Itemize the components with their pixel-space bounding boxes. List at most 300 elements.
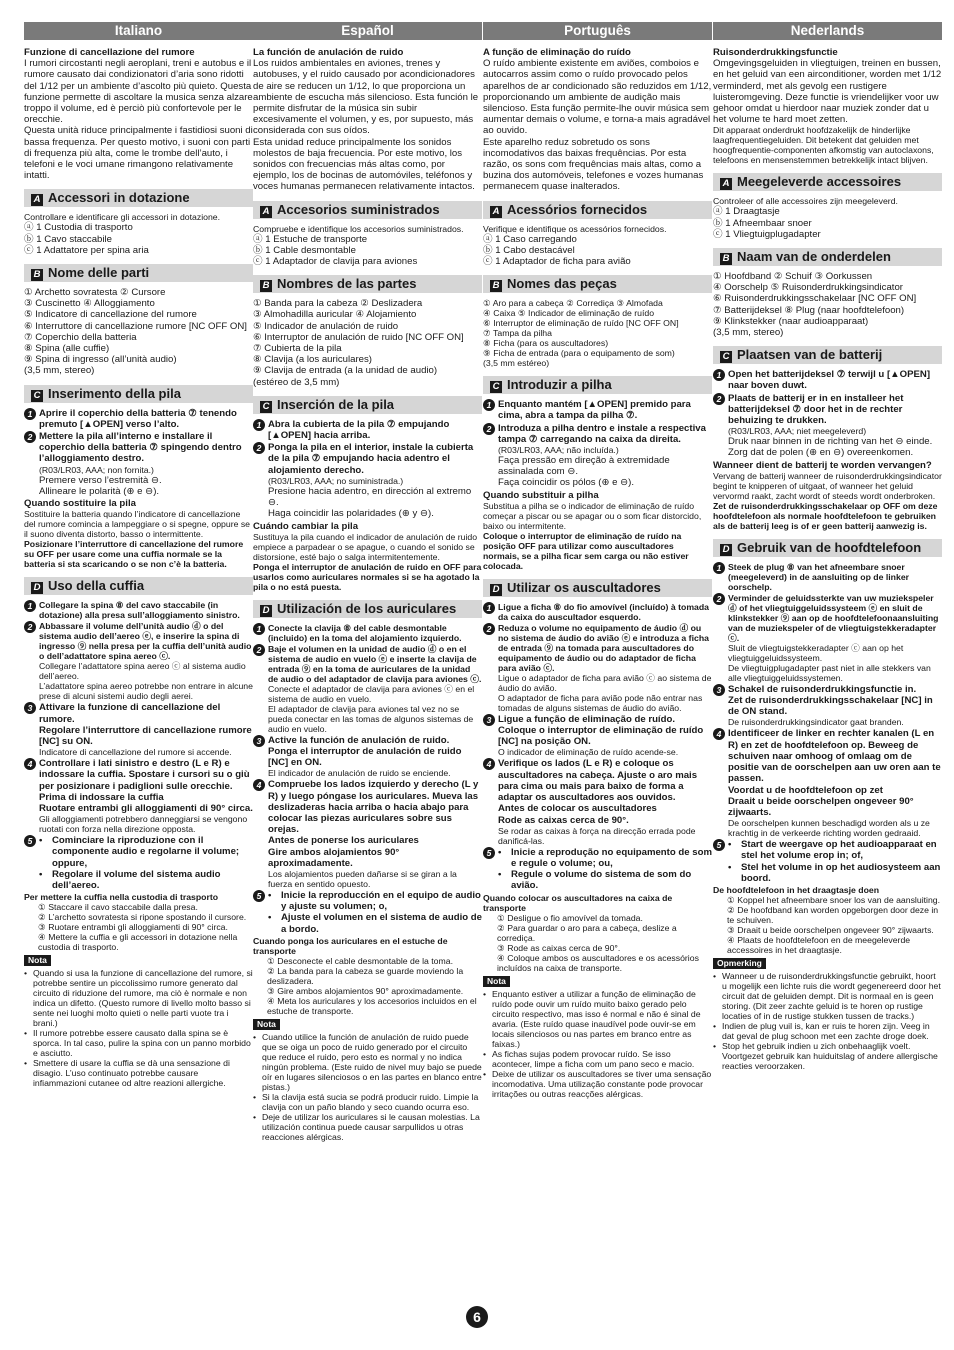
section-letter-d-icon: D xyxy=(490,584,502,596)
battery-step-1 xyxy=(24,408,253,430)
section-letter-a-icon: A xyxy=(31,194,43,206)
usage-step-4-text: Verifique os lados (L e R) e coloque os auscultadores na cabeça. Ajuste o aro mais para cima ou mais para baixo de forma a adaptar os auscultadores aos ouvidos. xyxy=(498,758,698,804)
nr-text-2: Este aparelho reduz sobretudo os sons incomodativos das baixas frequências. Por esta razão, os sons com frequências mais altas, como a buzina dos automóveis, telefones e vozes humanas permanecem quase inalterados. xyxy=(483,136,704,193)
accessory-item: ⓐ 1 Custodia di trasporto xyxy=(24,222,133,234)
section-accessories xyxy=(483,201,712,219)
step-1-icon: 1 xyxy=(713,369,725,381)
section-letter-a-icon: A xyxy=(720,178,732,190)
storage-step: ③ Draait u beide oorschelpen ongeveer 90° zijwaarts. xyxy=(727,924,934,935)
note-text: Deje de utilizar los auriculares si le causan molestias. La utilización continua puede causar sarpullidos u otras reacciones alérgicas. xyxy=(262,1111,480,1142)
part-item: ⑨ Spina di ingresso (all’unità audio) xyxy=(24,354,177,366)
part-item: ⑦ Batterijdeksel ⑧ Plug (naar hoofdtelefoon) xyxy=(713,304,905,316)
note-text: Indien de plug vuil is, kan er ruis te horen zijn. Veeg in dat geval de plug schoon met een zachte droge doek. xyxy=(722,1020,930,1041)
battery-press: Druk naar binnen in de richting van het ⊖ einde. xyxy=(728,436,933,448)
step-1-icon: 1 xyxy=(713,562,725,574)
note-item xyxy=(24,1028,253,1058)
bullet-icon: • xyxy=(498,846,502,858)
usage-step-2 xyxy=(253,644,482,734)
usage-step-4-d: De oorschelpen kunnen beschadigd worden als u ze krachtig in de verkeerde richting worden gedraaid. xyxy=(728,818,930,839)
usage-step-3 xyxy=(24,702,253,757)
part-item: ⑨ Clavija de entrada (a la unidad de audio) xyxy=(253,365,438,377)
section-accessories xyxy=(24,189,253,207)
accessory-item: ⓒ 1 Vliegtuigplugadapter xyxy=(713,228,821,240)
battery-step-1-text: Aprire il coperchio della batteria ⑦ tenendo premuto [▲OPEN] verso l’alto. xyxy=(39,407,237,430)
usage-step-4-b: Voordat u de hoofdtelefoon op zet xyxy=(728,784,883,796)
section-letter-a-icon: A xyxy=(490,206,502,218)
section-parts xyxy=(24,264,253,282)
part-item: ③ Cuscinetto ④ Alloggiamento xyxy=(24,298,155,310)
notes-list xyxy=(253,1032,482,1142)
section-accessories xyxy=(253,201,482,219)
battery-step-1 xyxy=(483,399,712,421)
usage-step-5-body xyxy=(268,890,482,935)
accessory-item: ⓒ 1 Adaptador de ficha para avião xyxy=(483,256,631,268)
storage-step: ③ Rode as caixas cerca de 90°. xyxy=(497,942,621,953)
usage-step-4-text: Controllare i lati sinistro e destro (L e R) e indossare la cuffia. Spostare i cursori su o giù per posizionare i padiglioni sulle orecchie. xyxy=(39,758,250,792)
note-item xyxy=(253,1032,482,1092)
accessory-item: ⓑ 1 Cable desmontable xyxy=(253,244,356,256)
battery-step-1-body xyxy=(498,399,712,421)
step-4-icon: 4 xyxy=(24,758,36,770)
note-label: Nota xyxy=(483,976,510,987)
usage-step-1-body xyxy=(39,600,253,620)
battery-off-note: Posizionare l’interruttore di cancellazione del rumore su OFF per usare come una cuffia normale se la batteria si sta scaricando o se non c’è la batteria. xyxy=(24,539,244,570)
usage-step-4-text: Identificeer de linker en rechter kanalen (L en R) en zet de hoofdtelefoon op. Beweeg de schuiven naar omhoog of omlaag om de positie van de oorschelpen aan uw oren aan te passen. xyxy=(728,728,941,785)
usage-step-1 xyxy=(24,600,253,620)
nr-title: Ruisonderdrukkingsfunctie xyxy=(713,47,838,58)
usage-step-2 xyxy=(24,621,253,701)
section-battery-title: Plaatsen van de batterij xyxy=(737,347,883,363)
note-text: Cuando utilice la función de anulación de ruido puede que se oiga un poco de ruido generado por el circuito que reduce el ruido, pero esto es normal y no indica ningún problema. (Este ruido de nivel muy bajo se puede oír en lugares silenciosos o en las partes en blanco entre pistas.) xyxy=(262,1031,482,1092)
part-item: ④ Oorschelp ⑤ Ruisonderdrukkingsindicator xyxy=(713,282,903,294)
step-2-icon: 2 xyxy=(253,644,265,656)
section-battery-title: Introduzir a pilha xyxy=(507,377,612,393)
usage-step-2-text: Verminder de geluidssterkte van uw muziekspeler ⓓ of het vliegtuiggeluidssysteem ⓔ en sluit de klinkstekker ⑨ aan op de hoofdtelefoonaansluiting van de muziekspeler of de vliegtuigstekkeradapter ⓒ. xyxy=(728,592,939,643)
note-item xyxy=(253,1092,482,1112)
battery-replace-title: Cuándo cambiar la pila xyxy=(253,520,359,532)
usage-step-4-body xyxy=(268,779,482,889)
nr-text: O ruído ambiente existente em aviões, comboios e autocarros assim como o ruído provocado pelos aparelhos de ar condicionado são reduzidos em 1/12, proporcionando um ambiente de audição mais silencioso. Esta função permite-lhe ouvir música sem aumentar demais o volume, e torna-a mais agradável ao ouvido. xyxy=(483,58,712,137)
part-item: ⑦ Coperchio della batteria xyxy=(24,331,137,343)
accessory-item: ⓐ 1 Draagtasje xyxy=(713,206,780,218)
bullet-icon: • xyxy=(39,835,43,847)
battery-replace-text: Sostituire la batteria quando l’indicatore di cancellazione del rumore comincia a lampeggiare o si spegne, oppure se il suono diventa distorto, basso o intermittente. xyxy=(24,509,251,540)
bullet-icon: • xyxy=(268,889,272,901)
bullet-icon: • xyxy=(39,868,43,880)
section-usage xyxy=(24,577,253,595)
step-2-icon: 2 xyxy=(483,423,495,435)
usage-step-2-body xyxy=(39,621,253,701)
storage-step: ② L’archetto sovratesta si ripone spostando il cursore. xyxy=(38,912,247,923)
column-portugues xyxy=(483,22,712,1099)
storage-step: ① Desligue o fio amovível da tomada. xyxy=(497,912,643,923)
section-letter-d-icon: D xyxy=(720,544,732,556)
storage-step: ① Staccare il cavo staccabile dalla presa. xyxy=(38,902,198,913)
usage-step-5-b xyxy=(268,912,482,934)
usage-step-5-a xyxy=(268,890,482,912)
note-label: Opmerking xyxy=(713,958,766,969)
bullet-icon: • xyxy=(728,861,732,873)
page-number: 6 xyxy=(466,1306,488,1328)
note-item xyxy=(24,1058,253,1088)
usage-step-1 xyxy=(253,623,482,643)
section-letter-c-icon: C xyxy=(31,390,43,402)
storage-title: Quando colocar os auscultadores na caixa de transporte xyxy=(483,892,673,913)
usage-step-4 xyxy=(713,728,942,838)
nr-text-2: Esta unidad reduce principalmente los sonidos molestos de baja frecuencia. Por este motivo, los sonidos con frecuencias más altas como, por ejemplo, los de bocinas de automóviles, teléfonos y voces humanas permanecen relativamente intactos. xyxy=(253,136,475,193)
accessories-intro: Verifique e identifique os acessórios fornecidos. xyxy=(483,223,667,234)
usage-step-4 xyxy=(483,758,712,845)
note-text: Enquanto estiver a utilizar a função de eliminação de ruído pode ouvir um ruído muito baixo gerado pelo circuito respectivo, mas isso é normal e não é sinal de avaria. (Este ruído quase inaudível pode ouvir-se em locais silenciosos ou nas partes em branco entre as faixas.) xyxy=(492,988,701,1049)
usage-step-3-b: Ponga el interruptor de anulación de ruido [NC] en ON. xyxy=(268,745,462,769)
section-usage-title: Gebruik van de hoofdtelefoon xyxy=(737,539,922,555)
nr-text: I rumori circostanti negli aeroplani, treni e autobus e il rumore causato dai condizionatori d’aria sono ridotti del 1/12 per un ambiente d’ascolto più quieto. Questa funzione permette di ascoltare la musica senza alzare troppo il volume, ed è perciò più confortevole per le orecchie. xyxy=(24,58,253,126)
battery-step-1 xyxy=(713,369,942,391)
storage-step: ④ Plaats de hoofdtelefoon en de meegeleverde accessoires in het draagtasje. xyxy=(727,934,911,955)
usage-step-4-c: Ruotare entrambi gli alloggiamenti di 90° circa. xyxy=(39,802,253,814)
language-header: Italiano xyxy=(24,22,253,40)
usage-step-3-c: El indicador de anulación de ruido se enciende. xyxy=(268,768,451,779)
bullet-icon: • xyxy=(483,988,487,999)
part-item: ⑨ Klinkstekker (naar audioapparaat) xyxy=(713,315,869,327)
section-parts xyxy=(713,248,942,266)
part-item: ⑥ Interruptor de eliminação de ruído [NC OFF ON] xyxy=(483,318,679,329)
usage-step-4-body xyxy=(498,758,712,845)
battery-step-2-body xyxy=(268,442,482,519)
battery-off-note: Ponga el interruptor de anulación de ruido en OFF para usarlos como auriculares normales si se ha agotado la pila o no está puesta. xyxy=(253,561,482,592)
usage-step-5 xyxy=(24,835,253,891)
battery-step-1-text: Abra la cubierta de la pila ⑦ empujando [▲OPEN] hacia arriba. xyxy=(268,418,450,442)
battery-step-1-text: Enquanto mantém [▲OPEN] premido para cima, abra a tampa da pilha ⑦. xyxy=(498,399,691,422)
part-item: ① Banda para la cabeza ② Deslizadera xyxy=(253,298,423,310)
battery-step-1-text: Open het batterijdeksel ⑦ terwijl u [▲OPEN] naar boven duwt. xyxy=(728,369,931,392)
battery-type: (R03/LR03, AAA; niet meegeleverd) xyxy=(728,426,867,437)
bullet-icon: • xyxy=(253,1031,257,1042)
battery-step-2-text: Introduza a pilha dentro e instale a respectiva tampa ⑦ carregando na caixa da direita. xyxy=(498,422,706,445)
note-text: Deixe de utilizar os auscultadores se tiver uma sensação incomodativa. Uma utilização constante pode provocar irritações ou outras reacções alérgicas. xyxy=(492,1068,712,1099)
usage-step-2-text: Abbassare il volume dell’unità audio ⓓ o del sistema audio dell’aereo ⓔ, e inserire la spina di ingresso ⑨ nella presa per la cuffia dell’unità audio o dell’adattatore spina aereo ⓒ. xyxy=(39,621,252,662)
part-item: ⑦ Tampa da pilha xyxy=(483,328,552,339)
step-1-icon: 1 xyxy=(24,600,36,612)
section-accessories xyxy=(713,173,942,191)
part-item: ⑥ Interruptor de anulación de ruido [NC OFF ON] xyxy=(253,331,464,343)
note-item xyxy=(483,989,712,1049)
battery-step-2-body xyxy=(728,393,942,459)
usage-step-1 xyxy=(483,602,712,622)
usage-step-2-text: Reduza o volume no equipamento de áudio ⓓ ou no sistema de áudio do avião ⓔ e introduza a ficha de entrada ⑨ na tomada para auscultadores do equipamento de áudio ou do adaptador de ficha para avião ⓒ. xyxy=(498,622,709,673)
accessory-item: ⓑ 1 Cavo staccabile xyxy=(24,233,112,245)
usage-step-1-text: Steek de plug ⑧ van het afneembare snoer (meegeleverd) in de aansluiting op de linker oorschelp. xyxy=(728,561,910,592)
battery-replace-title: Wanneer dient de batterij te worden vervangen? xyxy=(713,459,932,471)
storage-title: De hoofdtelefoon in het draagtasje doen xyxy=(713,884,880,895)
usage-step-3-body xyxy=(728,684,942,728)
usage-step-5-body xyxy=(39,835,253,891)
usage-step-4-text: Compruebe los lados izquierdo y derecho (L y R) y luego póngase los auriculares. Mueva las deslizaderas hacia arriba o hacia abajo para colocar las piezas auriculares sobre sus orejas. xyxy=(268,779,479,836)
storage-step: ② De hoofdband kan worden opgeborgen door deze in te schuiven. xyxy=(727,904,939,925)
usage-step-2-body xyxy=(498,623,712,713)
section-accessories-title: Meegeleverde accessoires xyxy=(737,174,902,190)
part-item: ③ Almohadilla auricular ④ Alojamiento xyxy=(253,309,417,321)
storage-step: ④ Coloque ambos os auscultadores e os acessórios incluídos na caixa de transporte. xyxy=(497,952,699,973)
language-header: Português xyxy=(483,22,712,40)
part-item: (estéreo de 3,5 mm) xyxy=(253,376,340,388)
usage-step-5-a-text: Inicie la reproducción en el equipo de audio y ajuste su volumen; o, xyxy=(281,889,481,913)
nr-text-2: Questa unità riduce principalmente i fastidiosi suoni di bassa frequenza. Per questo motivo, i suoni con parti di frequenza più alta, come le trombe dell’auto, i telefoni e le voci umane rimangono relativamente intatti. xyxy=(24,125,253,182)
battery-step-2-text: Plaats de batterij er in en installeer het batterijdeksel ⑦ door het in de rechter behuizing te drukken. xyxy=(728,392,904,427)
bullet-icon: • xyxy=(713,970,717,981)
note-label: Nota xyxy=(24,955,51,966)
note-text: Si la clavija está sucia se podrá producir ruido. Limpie la clavija con un paño blando y seco cuando ocurra eso. xyxy=(262,1091,479,1112)
battery-step-2 xyxy=(713,393,942,459)
language-header: Español xyxy=(253,22,482,40)
note-item xyxy=(483,1069,712,1099)
accessories-intro: Compruebe e identifique los accesorios suministrados. xyxy=(253,223,464,234)
storage-step: ④ Meta los auriculares y los accesorios incluidos en el estuche de transporte. xyxy=(267,995,477,1016)
usage-step-3-c: Indicatore di cancellazione del rumore si accende. xyxy=(39,747,232,758)
battery-polarity: Faça coincidir os pólos (⊕ e ⊖). xyxy=(498,477,635,489)
usage-step-4-d: Se rodar as caixas à força na direcção errada pode danificá-las. xyxy=(498,825,696,846)
bullet-icon: • xyxy=(253,1091,257,1102)
section-battery-title: Inserimento della pila xyxy=(48,385,181,401)
section-parts-title: Naam van de onderdelen xyxy=(737,249,891,265)
section-letter-b-icon: B xyxy=(720,253,732,265)
battery-polarity: Zorg dat de polen (⊕ en ⊖) overeenkomen. xyxy=(728,447,914,459)
accessory-item: ⓐ 1 Caso carregando xyxy=(483,233,577,245)
accessory-item: ⓑ 1 Cabo destacável xyxy=(483,244,575,256)
step-4-icon: 4 xyxy=(253,779,265,791)
storage-step: ③ Gire ambos alojamientos 90° aproximadamente. xyxy=(267,985,464,996)
section-battery xyxy=(253,396,482,414)
note-item xyxy=(483,1049,712,1069)
part-item: ⑤ Indicatore di cancellazione del rumore xyxy=(24,309,197,321)
note-label: Nota xyxy=(253,1019,280,1030)
usage-step-5-a-text: Inicie a reprodução no equipamento de som e regule o volume; ou, xyxy=(511,846,712,869)
usage-step-1-body xyxy=(498,602,712,622)
usage-step-2-a: Collegare l’adattatore spina aereo ⓒ al sistema audio dell’aereo. xyxy=(39,661,246,682)
note-text: Stop het gebruik indien u zich onbehaaglijk voelt. Voortgezet gebruik kan huiduitslag of andere allergische reacties veroorzaken. xyxy=(722,1040,938,1071)
usage-step-4-c: Gire ambos alojamientos 90° aproximadamente. xyxy=(268,846,400,869)
usage-step-5-b xyxy=(498,869,712,891)
accessories-intro: Controllare e identificare gli accessori in dotazione. xyxy=(24,212,221,223)
step-5-icon: 5 xyxy=(713,839,725,851)
section-parts-title: Nombres de las partes xyxy=(277,276,417,292)
nr-text: Los ruidos ambientales en aviones, trenes y autobuses, y el ruido causado por acondicionadores de aire se reducen un 1/12, lo que proporciona un ambiente de escucha más silencioso. Esta función le permite disfrutar de la música sin subir excesivamente el volumen, y es, por supuesto, más considerada con sus oídos. xyxy=(253,58,479,137)
note-item xyxy=(713,971,942,1021)
step-2-icon: 2 xyxy=(713,393,725,405)
usage-step-3-b: Regolare l’interruttore di cancellazione rumore [NC] su ON. xyxy=(39,724,252,747)
battery-replace-text: Vervang de batterij wanneer de ruisonderdrukkingsindicator begint te knipperen of uitgaat, of wanneer het geluid vervormd raakt, zacht wordt of steeds wordt onderbroken. xyxy=(713,470,942,501)
usage-step-1-body xyxy=(728,562,942,592)
battery-press: Faça pressão em direção à extremidade assinalada com ⊖. xyxy=(498,455,670,478)
battery-replace-text: Substitua a pilha se o indicador de eliminação de ruído começar a piscar ou se apagar ou o som ficar distorcido, baixo ou intermitente. xyxy=(483,500,702,531)
usage-step-5-b xyxy=(728,862,942,884)
part-item: ⑥ Interruttore di cancellazione rumore [NC OFF ON] xyxy=(24,320,247,332)
usage-step-2-b: L’adattatore spina aereo potrebbe non entrare in alcune prese di alcuni sistemi audio degli aerei. xyxy=(39,681,253,702)
usage-step-3-text: Attivare la funzione di cancellazione del rumore. xyxy=(39,702,221,725)
part-item: ① Archetto sovratesta ② Cursore xyxy=(24,287,166,299)
bullet-icon: • xyxy=(24,968,28,979)
usage-step-5-b xyxy=(39,869,253,891)
step-2-icon: 2 xyxy=(253,442,265,454)
battery-step-2 xyxy=(24,431,253,497)
nr-title: Funzione di cancellazione del rumore xyxy=(24,47,195,58)
usage-step-2-a: Conecte el adaptador de clavija para aviones ⓒ en el sistema de audio en vuelo. xyxy=(268,683,475,704)
step-1-icon: 1 xyxy=(483,602,495,614)
accessories-intro: Controleer of alle accessoires zijn meegeleverd. xyxy=(713,196,898,207)
part-item: ⑤ Indicador de anulación de ruido xyxy=(253,320,399,332)
battery-type: (R03/LR03, AAA; não incluída.) xyxy=(498,445,619,456)
usage-step-3 xyxy=(253,735,482,779)
nr-text-2: Dit apparaat onderdrukt hoofdzakelijk de hinderlijke laagfrequentiegeluiden. Dit betekent dat geluiden met hoogfrequentie-componenten afkomstig van autoclaxons, telefoons en mensenstemmen betrekkelijk intact blijven. xyxy=(713,125,934,166)
usage-step-5-body xyxy=(728,839,942,884)
usage-step-1-text: Conecte la clavija ⑧ del cable desmontable (incluido) en la toma del alojamiento izquierdo. xyxy=(268,622,462,643)
section-letter-b-icon: B xyxy=(31,269,43,281)
section-letter-b-icon: B xyxy=(490,280,502,292)
battery-off-note: Coloque o interruptor de eliminação de ruído na posição OFF para utilizar como auscultadores normais, se a pilha ficar sem carga ou não estiver colocada. xyxy=(483,530,689,571)
battery-replace-title: Quando sostituire la pila xyxy=(24,498,136,510)
storage-step: ① Desconecte el cable desmontable de la toma. xyxy=(267,955,453,966)
section-usage xyxy=(483,579,712,597)
usage-step-4-body xyxy=(728,728,942,838)
bullet-icon: • xyxy=(713,1020,717,1031)
battery-off-note: Zet de ruisonderdrukkingsschakelaar op OFF om deze hoofdtelefoon als normale hoofdtelefoon te gebruiken als de batterij leeg is of er geen batterij aanwezig is. xyxy=(713,500,938,531)
part-item: ① Hoofdband ② Schuif ③ Oorkussen xyxy=(713,271,873,283)
battery-step-2 xyxy=(483,423,712,489)
bullet-icon: • xyxy=(24,1058,28,1069)
part-item: (3,5 mm estéreo) xyxy=(483,358,550,369)
accessory-item: ⓐ 1 Estuche de transporte xyxy=(253,233,368,245)
step-2-icon: 2 xyxy=(24,431,36,443)
note-item xyxy=(713,1021,942,1041)
section-usage-title: Utilización de los auriculares xyxy=(277,600,457,616)
section-letter-c-icon: C xyxy=(260,401,272,413)
section-battery xyxy=(483,376,712,394)
accessory-item: ⓒ 1 Adaptador de clavija para aviones xyxy=(253,256,418,268)
usage-step-2-b: El adaptador de clavija para aviones tal vez no se pueda conectar en las tomas de algunos sistemas de audio en vuelo. xyxy=(268,703,474,734)
storage-step: ① Koppel het afneembare snoer los van de aansluiting. xyxy=(727,894,941,905)
usage-step-2-b: De vliegtuigplugadapter past niet in alle stekkers van alle vliegtuiggeluidssystemen. xyxy=(728,662,931,683)
usage-step-5-a xyxy=(498,847,712,869)
usage-step-3-body xyxy=(498,714,712,758)
usage-step-4 xyxy=(253,779,482,889)
usage-step-1-body xyxy=(268,623,482,643)
section-battery-title: Inserción de la pila xyxy=(277,396,395,412)
usage-step-3-body xyxy=(39,702,253,757)
bullet-icon: • xyxy=(268,912,272,924)
step-1-icon: 1 xyxy=(253,623,265,635)
part-item: ⑨ Ficha de entrada (para o equipamento de som) xyxy=(483,348,675,359)
usage-step-4-body xyxy=(39,758,253,834)
notes-list xyxy=(483,989,712,1099)
battery-step-1-body xyxy=(728,369,942,391)
section-battery xyxy=(24,385,253,403)
step-4-icon: 4 xyxy=(483,758,495,770)
note-text: Smettere di usare la cuffia se dà una sensazione di disagio. L’uso continuato potrebbe causare infiammazioni cutanee od altre reazioni allergiche. xyxy=(33,1058,230,1089)
section-usage xyxy=(713,539,942,557)
section-letter-c-icon: C xyxy=(720,351,732,363)
usage-step-5-a xyxy=(39,835,253,869)
usage-step-5-b-text: Stel het volume in op het audiosysteem aan boord. xyxy=(741,861,941,884)
note-item xyxy=(24,968,253,1028)
battery-step-1-body xyxy=(39,408,253,430)
battery-replace-text: Sustituya la pila cuando el indicador de anulación de ruido empiece a parpadear o se apague, o cuando el sonido se distorsione, esté bajo o salga intermitentemente. xyxy=(253,531,478,562)
part-item: (3,5 mm, stereo) xyxy=(713,327,784,339)
usage-step-4-b: Antes de colocar os auscultadores xyxy=(498,803,657,815)
bullet-icon: • xyxy=(483,1048,487,1059)
usage-step-3-body xyxy=(268,735,482,779)
step-5-icon: 5 xyxy=(24,835,36,847)
bullet-icon: • xyxy=(253,1111,257,1122)
section-parts-title: Nome delle parti xyxy=(48,265,150,281)
note-item xyxy=(713,1041,942,1071)
battery-polarity: Allineare le polarità (⊕ e ⊖). xyxy=(39,485,160,497)
step-5-icon: 5 xyxy=(483,847,495,859)
usage-step-4 xyxy=(24,758,253,834)
section-letter-a-icon: A xyxy=(260,206,272,218)
storage-title: Cuando ponga los auriculares en el estuche de transporte xyxy=(253,935,448,956)
battery-type: (R03/LR03, AAA; no suministrada.) xyxy=(268,475,404,486)
battery-polarity: Haga coincidir las polaridades (⊕ y ⊖). xyxy=(268,508,434,520)
section-letter-d-icon: D xyxy=(260,605,272,617)
step-4-icon: 4 xyxy=(713,728,725,740)
usage-step-4-c: Draait u beide oorschelpen ongeveer 90° zijwaarts. xyxy=(728,795,914,818)
usage-step-3-b: Zet de ruisonderdrukkingsschakelaar [NC] in de ON stand. xyxy=(728,695,933,718)
usage-step-1-text: Collegare la spina ⑧ del cavo staccabile (in dotazione) alla presa sull’alloggiamento sinistro. xyxy=(39,600,240,621)
accessory-item: ⓒ 1 Adattatore per spina aria xyxy=(24,244,149,256)
usage-step-3-text: Ligue a função de eliminação de ruído. xyxy=(498,713,675,725)
step-2-icon: 2 xyxy=(24,621,36,633)
usage-step-5-body xyxy=(498,847,712,892)
usage-step-2 xyxy=(483,623,712,713)
bullet-icon: • xyxy=(498,869,502,881)
usage-step-3-text: Active la función de anulación de ruido. xyxy=(268,734,450,746)
section-battery xyxy=(713,346,942,364)
step-5-icon: 5 xyxy=(253,890,265,902)
usage-step-1-text: Ligue a ficha ⑧ do fio amovível (incluído) à tomada da caixa do auscultador esquerdo. xyxy=(498,601,710,622)
section-accessories-title: Accesorios suministrados xyxy=(277,201,440,217)
note-text: Wanneer u de ruisonderdrukkingsfunctie gebruikt, hoort u mogelijk een lichte ruis die wordt gegenereerd door het circuit dat de geluiden dempt. Dit is normaal en is geen storing. (Dit zeer zachte geluid is te horen op rustige locaties of in de rustige stukken tussen de tracks.) xyxy=(722,970,941,1021)
part-item: ④ Caixa ⑤ Indicador de eliminação de ruído xyxy=(483,308,655,319)
section-usage xyxy=(253,600,482,618)
battery-step-1-body xyxy=(268,419,482,441)
step-1-icon: 1 xyxy=(253,419,265,431)
nr-text: Omgevingsgeluiden in vliegtuigen, treinen en bussen, en het geluid van een airconditioner, worden met 1/12 verminderd, met als gevolg een rustigere luisteromgeving. Deze functie is vriendelijker voor uw gehoor omdat u hierdoor naar muziek zonder dat u het volume te hard moet zetten. xyxy=(713,58,942,126)
part-item: ⑧ Spina (alle cuffie) xyxy=(24,343,110,355)
section-usage-title: Utilizar os auscultadores xyxy=(507,579,661,595)
usage-step-2-body xyxy=(268,644,482,734)
battery-press: Presione hacia adentro, en dirección al extremo ⊖. xyxy=(268,485,472,509)
battery-replace-title: Quando substituir a pilha xyxy=(483,489,599,501)
part-item: ⑧ Clavija (a los auriculares) xyxy=(253,354,372,366)
storage-step: ② Para guardar o aro para a cabeça, deslize a corrediça. xyxy=(497,922,677,943)
usage-step-4-d: Gli alloggiamenti potrebbero danneggiarsi se vengono ruotati con forza nella direzione opposta. xyxy=(39,814,248,835)
step-1-icon: 1 xyxy=(483,399,495,411)
battery-step-2 xyxy=(253,442,482,519)
usage-step-5 xyxy=(253,890,482,935)
step-3-icon: 3 xyxy=(24,702,36,714)
section-parts xyxy=(253,275,482,293)
section-letter-d-icon: D xyxy=(31,582,43,594)
column-nederlands xyxy=(713,22,942,1071)
usage-step-2-body xyxy=(728,593,942,683)
step-1-icon: 1 xyxy=(24,408,36,420)
battery-step-2-text: Ponga la pila en el interior, instale la cubierta de la pila ⑦ empujando hacia adentro el alojamiento derecho. xyxy=(268,442,474,476)
section-accessories-title: Acessórios fornecidos xyxy=(507,201,648,217)
section-usage-title: Uso della cuffia xyxy=(48,578,145,594)
bullet-icon: • xyxy=(728,839,732,851)
usage-step-5-a-text: Start de weergave op het audioapparaat en stel het volume erop in; of, xyxy=(741,839,937,862)
usage-step-5 xyxy=(713,839,942,884)
